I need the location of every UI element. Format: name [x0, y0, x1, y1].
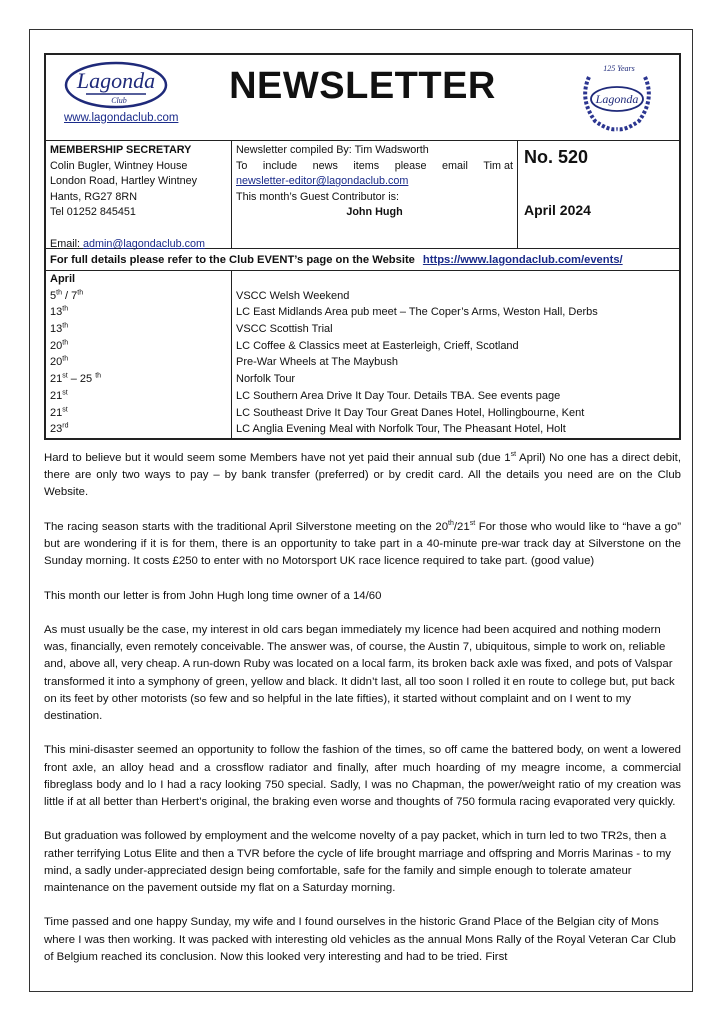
address-line: London Road, Hartley Wintney	[50, 175, 198, 188]
event-row	[46, 405, 679, 422]
editor-email-link[interactable]: newsletter-editor@lagondaclub.com	[236, 175, 409, 188]
event-row	[46, 304, 679, 321]
event-date: 20th	[46, 338, 232, 355]
event-description: Norfolk Tour	[236, 373, 296, 386]
events-banner	[46, 249, 679, 271]
event-description: LC Anglia Evening Meal with Norfolk Tour, The Pheasant Hotel, Holt	[236, 423, 566, 436]
event-date: 21st	[46, 405, 232, 422]
event-description: VSCC Welsh Weekend	[236, 289, 350, 302]
guest-name: John Hugh	[346, 206, 403, 219]
membership-heading: MEMBERSHIP SECRETARY	[50, 144, 192, 156]
event-date: 21st – 25 $^{th}$	[46, 371, 232, 388]
events-page-link[interactable]: https://www.lagondaclub.com/events/	[422, 253, 623, 266]
info-row	[46, 141, 679, 249]
event-description: LC Southeast Drive It Day Tour Great Danes Hotel, Hollingbourne, Kent	[236, 406, 585, 419]
svg-text:Club: Club	[111, 96, 127, 105]
event-description: LC Coffee & Classics meet at Easterleigh, Crieff, Scotland	[236, 339, 519, 352]
email-line: Email: admin@lagondaclub.com	[50, 237, 205, 250]
compiled-by: Newsletter compiled By: Tim Wadsworth	[236, 144, 429, 156]
event-row	[46, 354, 679, 371]
event-description: LC Southern Area Drive It Day Tour. Details TBA. See events page	[236, 389, 561, 402]
events-banner-text: For full details please refer to the Club EVENT’s page on the Website	[50, 253, 415, 266]
guest-label: This month’s Guest Contributor is:	[236, 190, 400, 203]
event-description: LC East Midlands Area pub meet – The Coper’s Arms, Weston Hall, Derbs	[236, 306, 598, 319]
svg-text:Lagonda: Lagonda	[595, 92, 639, 106]
letter-intro-paragraph: This month our letter is from John Hugh long time owner of a 14/60	[44, 589, 382, 602]
compiler-block	[232, 141, 518, 248]
event-row	[46, 388, 679, 405]
membership-secretary-block	[46, 141, 232, 248]
address-line: Colin Bugler, Wintney House	[50, 159, 188, 172]
article-body	[44, 450, 681, 983]
letter-paragraph: Time passed and one happy Sunday, my wife and I found ourselves in the historic Grand Place of the Belgian city of Mons where I was then working. It was packed with interesting old vehicles as the annual Mons Rally of the Royal Veteran Car Club of Belgium reached its conclusion. Now this looked very interesting and had to be tried. First	[44, 916, 676, 963]
letter-paragraph: This mini-disaster seemed an opportunity to follow the fashion of the times, so off came the battered body, on went a lowered front axle, an alloy head and a crossflow radiator and finally, after much hoarding of my meagre income, a commercial fibreglass body and lo I had a racy looking 750 special. Sadly, I was no Chapman, the power/weight ratio of my creation was little if at all better than Herbert’s original, the braking even worse and thoughts of 750 formula racing evaporated very quickly.	[44, 744, 681, 808]
event-row	[46, 371, 679, 388]
masthead	[46, 55, 679, 141]
event-date: 5th / 7th	[46, 288, 232, 305]
svg-text:Lagonda: Lagonda	[76, 68, 156, 93]
events-month: April	[46, 271, 232, 288]
event-row	[46, 338, 679, 355]
svg-text:125 Years: 125 Years	[603, 64, 635, 73]
membership-email-link[interactable]: admin@lagondaclub.com	[83, 237, 205, 250]
phone-line: Tel 01252 845451	[50, 206, 136, 219]
address-line: Hants, RG27 8RN	[50, 190, 138, 203]
event-date: 20th	[46, 354, 232, 371]
issue-date: April 2024	[524, 202, 591, 218]
event-row	[46, 288, 679, 305]
issue-block	[518, 141, 679, 248]
event-date: 13th	[46, 304, 232, 321]
events-table	[46, 271, 679, 438]
event-description: Pre-War Wheels at The Maybush	[236, 356, 399, 369]
subscription-reminder-paragraph: Hard to believe but it would seem some Members have not yet paid their annual sub (due 1st April) No one has a direct debit, there are only two ways to pay – by bank transfer (preferred) or by credit card. All the details you need are on the Club Website.	[44, 451, 681, 499]
silverstone-paragraph: The racing season starts with the traditional April Silverstone meeting on the 20th/21st For those who would like to “have a go” but are wondering if it is for them, there is an opportunity to take part in a 40-minute pre-war track day at Silverstone on the Sunday morning. It costs £250 to enter with no Motorsport UK race licence required to take part. (good value)	[44, 520, 681, 568]
anniversary-wreath-logo	[575, 59, 659, 135]
page-title: NEWSLETTER	[229, 65, 496, 107]
events-month-row	[46, 271, 679, 288]
event-description: VSCC Scottish Trial	[236, 323, 333, 336]
letter-paragraph: But graduation was followed by employment and the welcome novelty of a pay packet, which in turn led to two TR2s, then a rather terrifying Lotus Elite and then a TVR before the cycle of life brought marriage and offspring and Morris Marinas - to my mind, a sadly under-appreciated design being comfortable, safe for the family and simple enough to tolerate amateur maintenance on the pavement outside my flat on a Saturday morning.	[44, 830, 672, 894]
newsletter-header	[44, 53, 681, 440]
letter-paragraph: As must usually be the case, my interest in old cars began immediately my licence had been acquired and nothing modern was, financially, even remotely conceivable. The answer was, of course, the Austin 7, ubiquitous, simple to work on, reliable and, above all, very cheap. A run-down Ruby was located on a local farm, its broken back axle was fixed, and pots of Valspar transformed it into a symphony of green, yellow and black. It didn’t last, all too soon I rolled it en route to college but, put back on its feet by other motorists (so few and so helpful in the late fifties), it started without complaint and on I went to my destination.	[44, 623, 675, 722]
website-link[interactable]: www.lagondaclub.com	[64, 112, 179, 124]
event-date: 13th	[46, 321, 232, 338]
event-row	[46, 321, 679, 338]
event-date: 21st	[46, 388, 232, 405]
issue-number: No. 520	[524, 147, 589, 167]
include-news-line: To include news items please email Tim at	[236, 159, 513, 172]
event-row	[46, 421, 679, 438]
event-date: 23rd	[46, 421, 232, 438]
